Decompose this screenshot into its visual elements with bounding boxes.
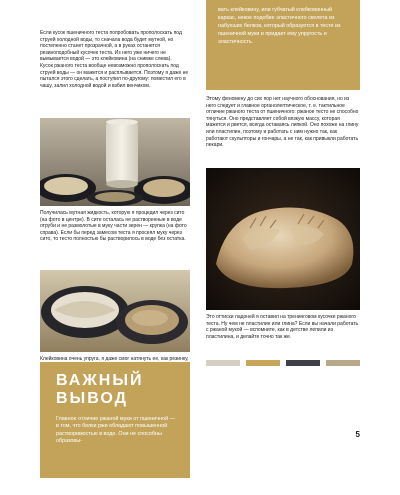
left-para-1 [40,30,190,89]
photo-rye-dough-handprints [206,168,360,310]
left-para-3 [40,210,190,243]
photo-gluten-bowls [40,118,190,206]
swatch-4 [326,360,360,366]
right-para-1 [206,96,360,149]
right-para-1-text: Этому феномену до сих пор нет научного обоснования, но из него следует и главное органолептическое, т. е. тактильное отличие ржаного теста от пшеничного: ржаное тесто не способно тянуться. Оно представляет собой вязкую массу, которая мажется и рвется, всегда оставаясь липкой. Оно похоже на глину или пластилин, поэтому и работать с ним нужно так, как работают скульпторы и гончары, а не так, как привыкли работать пекари. [206,96,359,149]
callout-top [206,0,360,90]
swatch-3 [286,360,320,366]
summary-box [40,362,190,478]
left-para-3-text: Получилась мутная жидкость, которую я процедил через сито (на фото в центре). В сите осталась не растворенные в воде отруби и не размолотые в муку части зерен — крупка (на фото справа). Если бы перед замесом теста я просеял муку через сито, то тесто полностью бы растворилось в воде без остатка. [40,210,187,243]
right-caption-text: Это оттиски ладоней я оставил на тренинговом кусочке ржаного теста. Ну чем не пластилин или глина? Если вы начали работать с ржаной мукой — вспомните, как в детстве лепили из пластилина, и делайте точно так же. [206,314,359,340]
photo-gluten-stretched [40,270,190,352]
right-caption [206,314,360,340]
summary-text: Главное отличие ржаной муки от пшеничной — в том, что белки ржи обладают повышенной растворимостью в воде. Они не способны образовы- [56,416,175,445]
left-para-2-text: Кусок ржаного теста вообще невозможно прополоскать под струей воды — он мажется и расплывается. Поэтому я даже не пытался этого сделать, а поступил по-другому: поместил его в чашу, залил холодной водой и взбил венчиком. [40,62,189,89]
swatch-2 [246,360,280,366]
page-number: 5 [355,430,360,439]
callout-top-text: вать клейковину, или губчатый клейковинный каркас, некое подобие эластичного скелета из набухших белков, который образуется в тесте из пшеничной муки и придает ему упругость и эластичность. [218,7,341,45]
left-para-1-text: Если кусок пшеничного теста попробовать прополоскать под струей холодной воды, то сначала вода будет мутной, но постепенно станет прозрачной, а в руках останется резиноподобный кусочек теста. Из него уже ничего не вымывается водой — это клейковина (на снимке слева). [40,30,182,63]
swatch-1 [206,360,240,366]
summary-heading-2: ВЫВОД [56,390,129,407]
summary-heading-1: ВАЖНЫЙ [56,372,144,389]
left-para-4-text: Клейковина очень упруга, я даже смог натянуть ее, как резинку, [40,356,189,362]
